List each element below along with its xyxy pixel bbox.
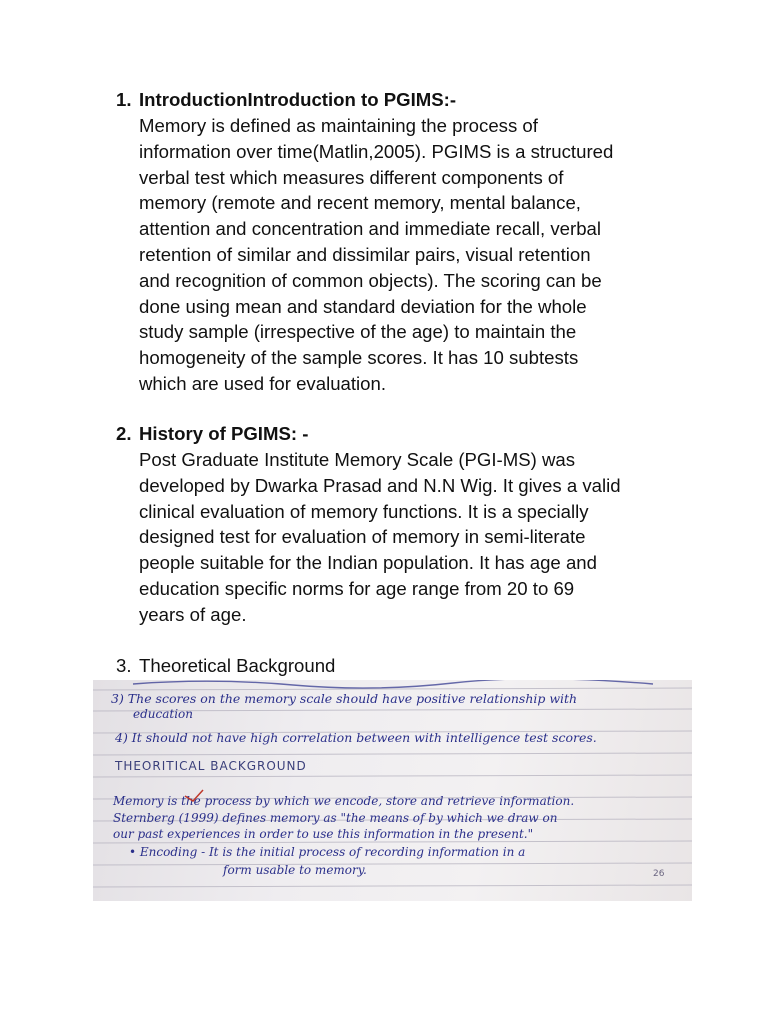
section-number: 3. — [116, 655, 132, 676]
paragraph-line: done using mean and standard deviation for the whole — [139, 295, 587, 317]
section-theoretical-background — [116, 653, 696, 679]
paragraph-line: Post Graduate Institute Memory Scale (PGI-MS) was — [139, 449, 576, 470]
notebook-line: Sternberg (1999) defines memory as "the means of by which we draw on — [113, 811, 558, 825]
paragraph-line: people suitable for the Indian population. It has age and — [139, 552, 597, 574]
section-heading — [116, 87, 696, 113]
paragraph-line: retention of similar and dissimilar pairs, visual retention — [139, 243, 591, 265]
notebook-line: • Encoding - It is the initial process of recording information in a — [129, 845, 526, 859]
notebook-photo — [93, 680, 692, 901]
notebook-line: 3) The scores on the memory scale should have positive relationship with — [111, 691, 578, 706]
cropped-handwriting — [133, 680, 653, 688]
section-title: History of PGIMS: - — [139, 423, 309, 444]
notebook-line: 4) It should not have high correlation between with intelligence test scores. — [115, 730, 597, 745]
section-number: 1. — [116, 89, 132, 110]
notebook-line: form usable to memory. — [223, 863, 367, 877]
section-history — [116, 421, 696, 628]
notebook-page-drawing — [93, 680, 692, 901]
section-number: 2. — [116, 423, 132, 444]
section-paragraph — [139, 113, 696, 397]
paragraph-line: Memory is defined as maintaining the process of — [139, 115, 538, 136]
paragraph-line: and recognition of common objects). The scoring can be — [139, 269, 602, 291]
notebook-line: our past experiences in order to use this information in the present." — [113, 827, 534, 841]
section-heading — [116, 421, 696, 447]
paragraph-line: study sample (irrespective of the age) to maintain the — [139, 321, 577, 343]
section-heading — [116, 653, 696, 679]
section-paragraph — [139, 447, 696, 628]
paragraph-line: which are used for evaluation. — [139, 372, 387, 394]
notebook-heading: THEORITICAL BACKGROUND — [115, 759, 307, 773]
paragraph-line: attention and concentration and immediate recall, verbal — [139, 218, 602, 240]
paragraph-line: clinical evaluation of memory functions. It is a specially — [139, 500, 589, 522]
section-title: IntroductionIntroduction to PGIMS:- — [139, 89, 457, 110]
paragraph-line: homogeneity of the sample scores. It has 10 subtests — [139, 347, 579, 369]
section-title: Theoretical Background — [139, 655, 336, 676]
paragraph-line: designed test for evaluation of memory in semi-literate — [139, 526, 586, 548]
paragraph-line: memory (remote and recent memory, mental balance, — [139, 192, 581, 214]
paragraph-line: verbal test which measures different components of — [139, 166, 564, 188]
notebook-line: education — [133, 707, 193, 721]
notebook-line: Memory is the process by which we encode, store and retrieve information. — [113, 794, 575, 808]
section-introduction — [116, 87, 696, 397]
paragraph-line: information over time(Matlin,2005). PGIMS is a structured — [139, 140, 614, 162]
paragraph-line: years of age. — [139, 603, 247, 625]
paragraph-line: education specific norms for age range from 20 to 69 — [139, 577, 575, 599]
notebook-page-number: 26 — [653, 869, 665, 879]
paragraph-line: developed by Dwarka Prasad and N.N Wig. It gives a valid — [139, 474, 621, 496]
